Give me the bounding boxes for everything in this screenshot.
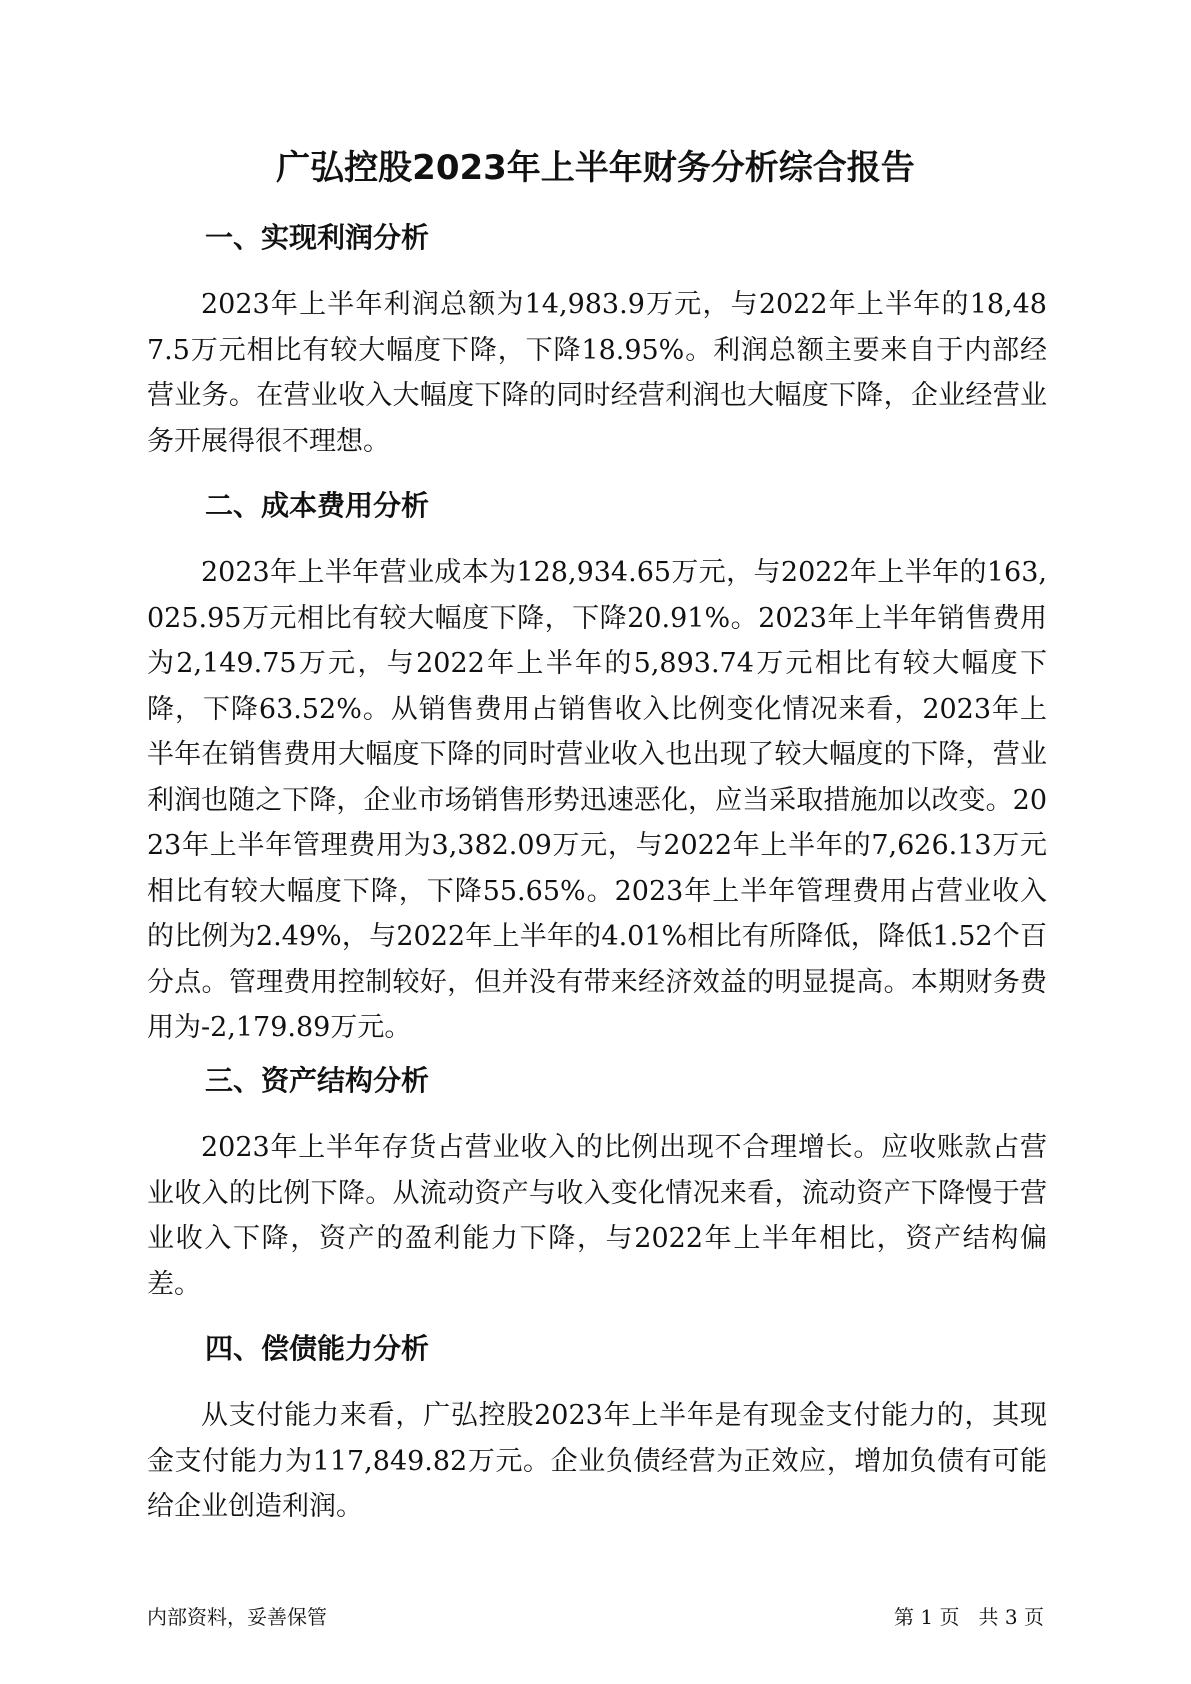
section-heading-cost: 二、成本费用分析 <box>205 489 430 522</box>
document-title: 广弘控股2023年上半年财务分析综合报告 <box>276 148 915 188</box>
section-body-cost: 2023年上半年营业成本为128,934.65万元，与2022年上半年的163,025.95万元相比有较大幅度下降，下降20.91%。2023年上半年销售费用为2,149.75万元，与2022年上半年的5,893.74万元相比有较大幅度下降，下降63.52%。从销售费用占销售收入比例变化情况来看，2023年上半年在销售费用大幅度下降的同时营业收入也出现了较大幅度的下降，营业利润也随之下降，企业市场销售形势迅速恶化，应当采取措施加以改变。2023年上半年管理费用为3,382.09万元，与2022年上半年的7,626.13万元相比有较大幅度下降，下降55.65%。2023年上半年管理费用占营业收入的比例为2.49%，与2022年上半年的4.01%相比有所降低，降低1.52个百分点。管理费用控制较好，但并没有带来经济效益的明显提高。本期财务费用为-2,179.89万元。 <box>147 557 1047 1043</box>
footer-confidential-note: 内部资料，妥善保管 <box>147 1605 327 1629</box>
section-body-solvency: 从支付能力来看，广弘控股2023年上半年是有现金支付能力的，其现金支付能力为117,849.82万元。企业负债经营为正效应，增加负债有可能给企业创造利润。 <box>147 1400 1047 1522</box>
section-body-profit: 2023年上半年利润总额为14,983.9万元，与2022年上半年的18,487.5万元相比有较大幅度下降，下降18.95%。利润总额主要来自于内部经营业务。在营业收入大幅度下降的同时经营利润也大幅度下降，企业经营业务开展得很不理想。 <box>147 289 1047 457</box>
section-heading-solvency: 四、偿债能力分析 <box>205 1332 430 1365</box>
section-heading-profit: 一、实现利润分析 <box>205 221 430 254</box>
section-heading-assets: 三、资产结构分析 <box>205 1064 430 1097</box>
section-body-assets: 2023年上半年存货占营业收入的比例出现不合理增长。应收账款占营业收入的比例下降。从流动资产与收入变化情况来看，流动资产下降慢于营业收入下降，资产的盈利能力下降，与2022年上半年相比，资产结构偏差。 <box>147 1132 1047 1300</box>
footer-page-number: 第 1 页 共 3 页 <box>894 1605 1044 1629</box>
